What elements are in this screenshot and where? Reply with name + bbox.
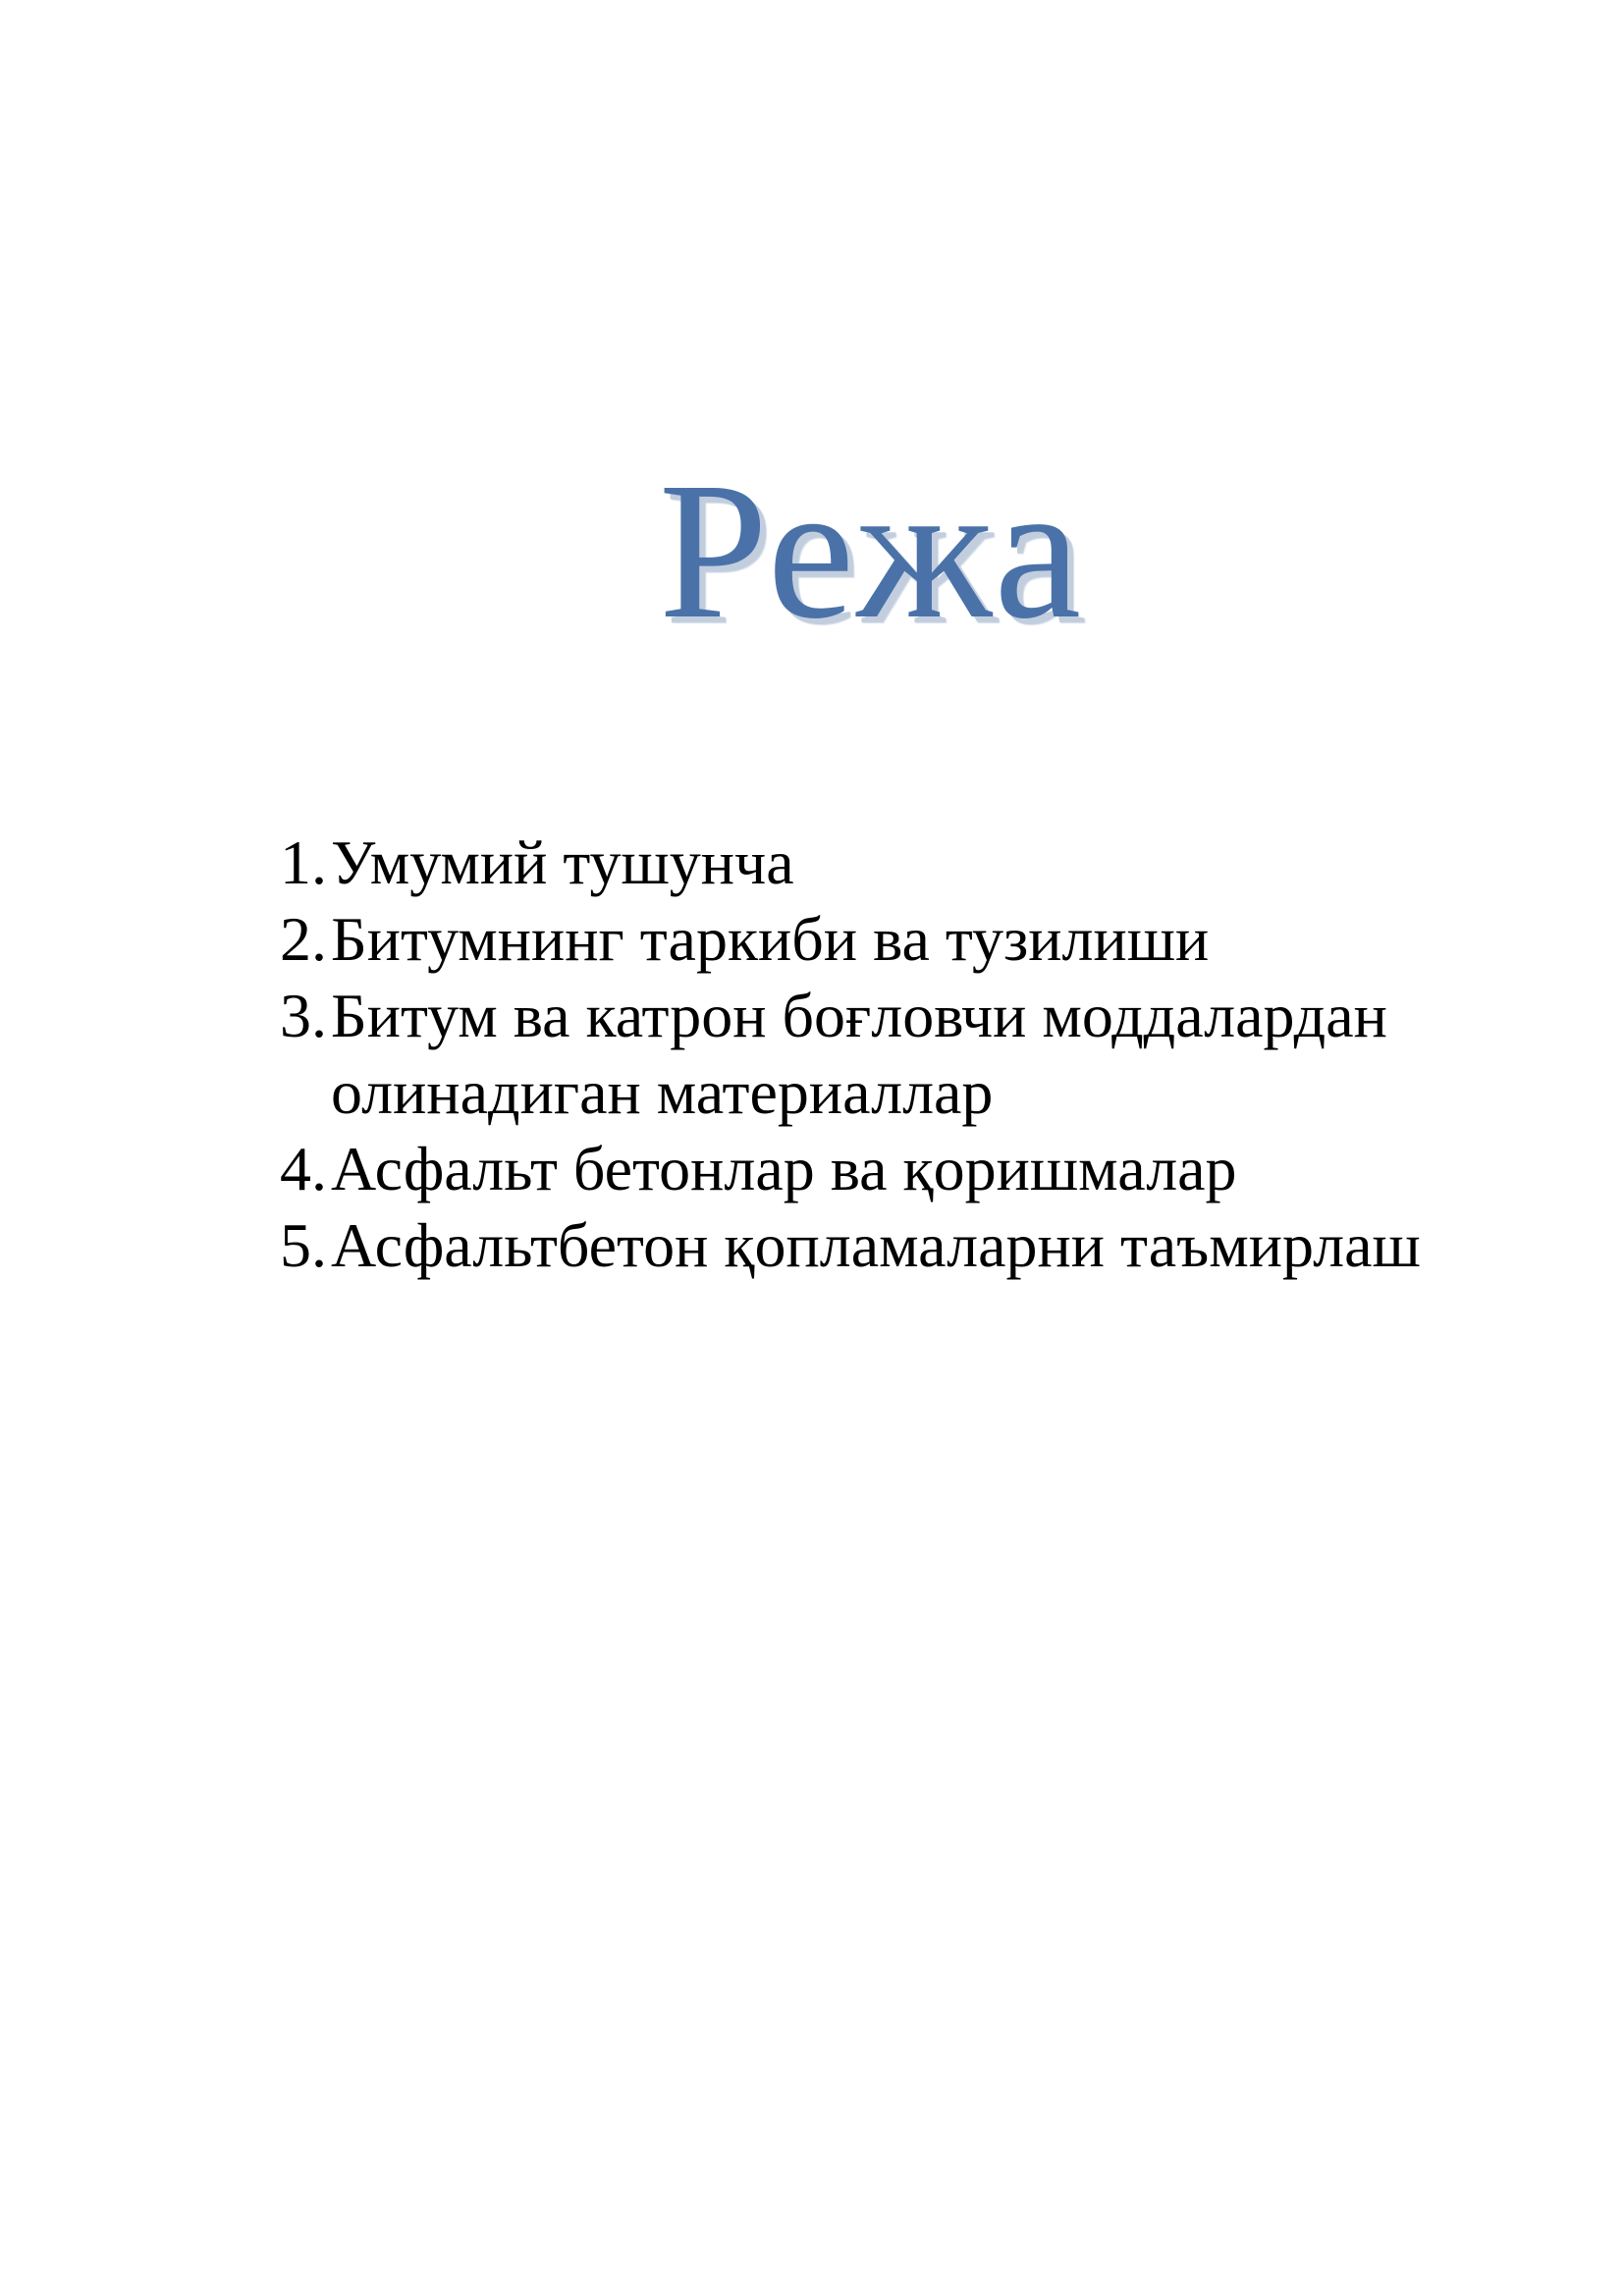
plan-list (280, 825, 1556, 1284)
plan-item-text: Асфальтбетон қопламаларни таъмирлаш (331, 1210, 1421, 1280)
plan-item-number: 5. (280, 1210, 327, 1280)
plan-item-4 (280, 1131, 1556, 1207)
plan-item-number: 3. (280, 981, 327, 1050)
plan-item-text: Умумий тушунча (331, 828, 794, 897)
page-title: Режа (658, 443, 1084, 660)
plan-item-text: Битумнинг таркиби ва тузилиши (331, 904, 1210, 974)
plan-item-1 (280, 825, 1556, 901)
plan-item-number: 4. (280, 1134, 327, 1203)
plan-item-number: 1. (280, 828, 327, 897)
plan-item-3 (280, 978, 1556, 1131)
plan-item-5 (280, 1207, 1556, 1284)
plan-item-2 (280, 901, 1556, 978)
plan-item-number: 2. (280, 904, 327, 974)
plan-item-text: Асфальт бетонлар ва қоришмалар (331, 1134, 1237, 1203)
plan-item-text: Битум ва катрон боғловчи моддалардан олинадиган материаллар (331, 981, 1387, 1127)
